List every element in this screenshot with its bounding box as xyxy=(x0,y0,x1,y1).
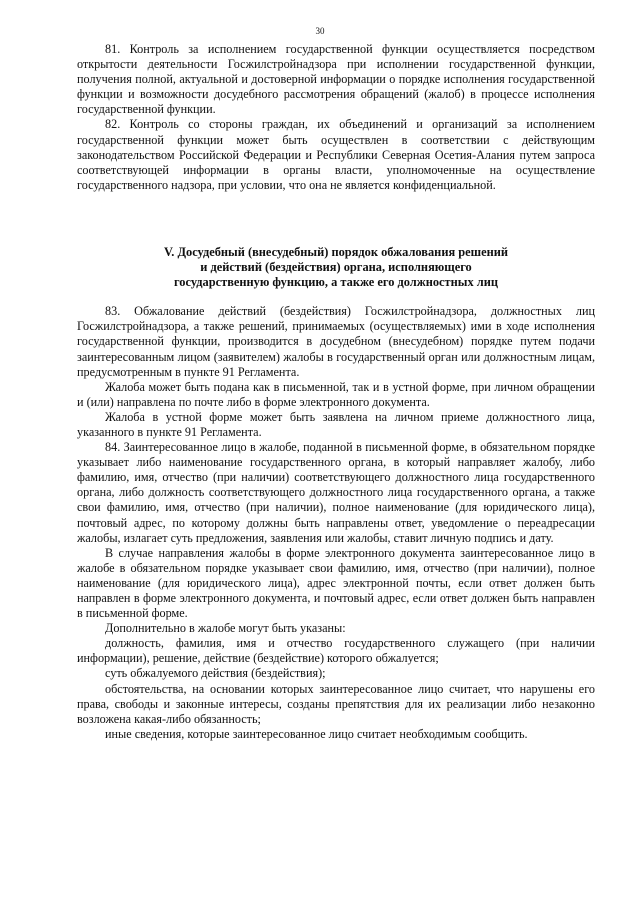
paragraph-electronic-complaint: В случае направления жалобы в форме электронного документа заинтересованное лицо в жалобе в обязательном порядке указывает свои фамилию, имя, отчество (при наличии), полное наименование (для юридического лица), адрес электронной почты, если ответ должен быть направлен в форме электронного документа, и почтовый адрес, если ответ должен быть направлен в письменной форме. xyxy=(77,545,595,621)
section-heading xyxy=(77,245,595,290)
page-content xyxy=(77,42,595,742)
page-number: 30 xyxy=(315,26,325,36)
list-item-other-info: иные сведения, которые заинтересованное лицо считает необходимым сообщить. xyxy=(105,726,528,741)
paragraph-complaint-forms: Жалоба может быть подана как в письменной, так и в устной форме, при личном обращении и (или) направлена по почте либо в форме электронного документа. xyxy=(77,379,595,409)
paragraph-81: 81. Контроль за исполнением государственной функции осуществляется посредством открытости деятельности Госжилстройнадзора при исполнении государственной функции, получения полной, актуальной и достоверной информации о порядке исполнения государственной функции и возможности досудебного рассмотрения обращений (жалоб) в процессе исполнения государственной функции. xyxy=(77,42,595,117)
section-heading-line-2: и действий (бездействия) органа, исполняющего xyxy=(200,260,472,275)
paragraph-84: 84. Заинтересованное лицо в жалобе, поданной в письменной форме, в обязательном порядке указывает либо наименование государственного органа, в который направляет жалобу, либо фамилию, имя, отчество (при наличии) соответствующего должностного лица государственного органа, либо должность соответствующего должностного лица государственного органа, а также свои фамилию, имя, отчество (при наличии), полное наименование (для юридического лица), почтовый адрес, по которому должны быть направлены ответ, уведомление о переадресации жалобы, излагает суть предложения, заявления или жалобы, ставит личную подпись и дату. xyxy=(77,440,595,545)
paragraph-oral-complaint: Жалоба в устной форме может быть заявлена на личном приеме должностного лица, указанного в пункте 91 Регламента. xyxy=(77,409,595,439)
paragraph-additional-intro: Дополнительно в жалобе могут быть указаны: xyxy=(105,621,346,636)
paragraph-82: 82. Контроль со стороны граждан, их объединений и организаций за исполнением государственной функции может быть осуществлен в соответствии с действующим законодательством Российской Федерации и Республики Северная Осетия-Алания путем запроса соответствующей информации в органы власти, уполномоченные на осуществление государственного надзора, при условии, что она не является конфиденциальной. xyxy=(77,117,595,192)
section-heading-line-1: V. Досудебный (внесудебный) порядок обжалования решений xyxy=(163,244,509,259)
paragraph-83: 83. Обжалование действий (бездействия) Госжилстройнадзора, должностных лиц Госжилстройнадзора, а также решений, принимаемых (осуществляемых) ими в ходе исполнения государственной функции, производится в досудебном (внесудебном) порядке путем подачи заинтересованным лицом (заявителем) жалобы в государственный орган или должностным лицам, предусмотренным в пункте 91 Регламента. xyxy=(77,304,595,379)
section-heading-line-3: государственную функцию, а также его должностных лиц xyxy=(173,275,498,290)
list-item-circumstances: обстоятельства, на основании которых заинтересованное лицо считает, что нарушены его права, свободы и законные интересы, созданы препятствия для их реализации либо незаконно возложена какая-либо обязанность; xyxy=(77,681,595,726)
list-item-official-position: должность, фамилия, имя и отчество государственного служащего (при наличии информации), решение, действие (бездействие) которого обжалуется; xyxy=(77,636,595,666)
list-item-action-essence: суть обжалуемого действия (бездействия); xyxy=(105,666,326,681)
